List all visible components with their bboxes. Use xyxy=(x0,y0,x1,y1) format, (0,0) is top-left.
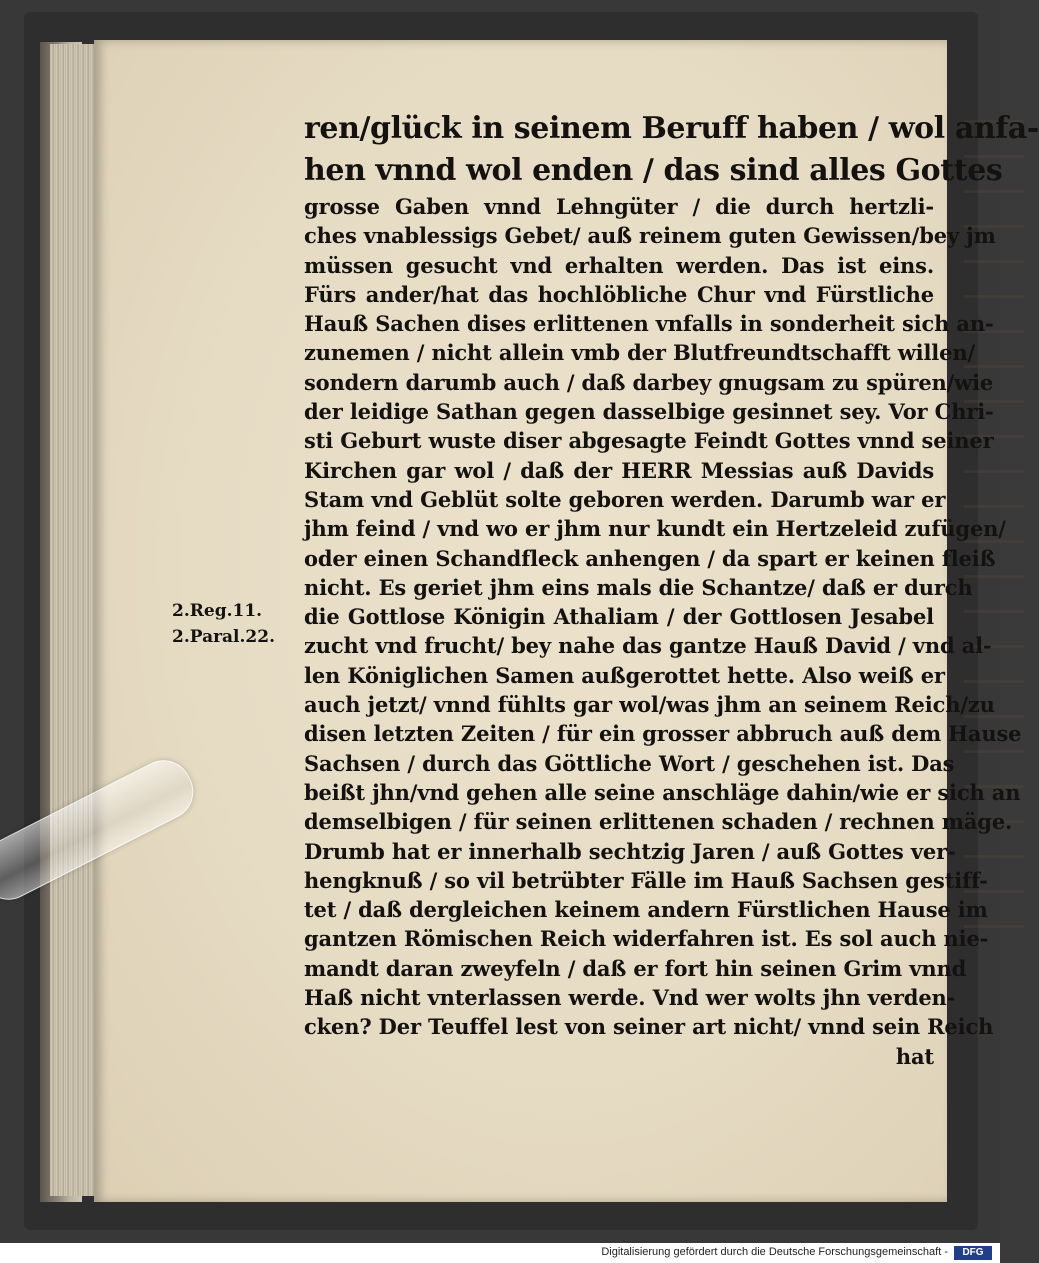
text-line: jhm feind / vnd wo er jhm nur kundt ein Hertzeleid zufügen/ xyxy=(304,516,1006,542)
margin-ref-paral: 2.Paral.22. xyxy=(172,627,276,647)
text-line: disen letzten Zeiten / für ein grosser abbruch auß dem Hause xyxy=(304,721,1022,747)
text-line: Fürs ander/hat das hochlöbliche Chur vnd Fürstliche xyxy=(304,281,934,307)
text-line: beißt jhn/vnd gehen alle seine anschläge dahin/wie er sich an xyxy=(304,779,1021,805)
text-line: ren/glück in seinem Beruff haben / wol anfa- xyxy=(304,111,1039,146)
dfg-logo[interactable]: DFG xyxy=(954,1246,992,1260)
text-line: nicht. Es geriet jhm eins mals die Schantze/ daß er durch xyxy=(304,574,973,600)
text-line: der leidige Sathan gegen dasselbige gesinnet sey. Vor Chri- xyxy=(304,399,994,425)
text-line: ches vnablessigs Gebet/ auß reinem guten Gewissen/bey jm xyxy=(304,223,996,249)
text-line: Hauß Sachen dises erlittenen vnfalls in sonderheit sich an- xyxy=(304,311,994,337)
text-line: sti Geburt wuste diser abgesagte Feindt Gottes vnnd seiner xyxy=(304,428,994,454)
text-line: Drumb hat er innerhalb sechtzig Jaren / auß Gottes ver- xyxy=(304,838,956,864)
catchword: hat xyxy=(895,1043,934,1069)
text-line: sondern darumb auch / daß darbey gnugsam zu spüren/wie xyxy=(304,369,994,395)
text-line: len Königlichen Samen außgerottet hette. Also weiß er xyxy=(304,662,945,688)
text-line: Haß nicht vnterlassen werde. Vnd wer wolts jhn verden- xyxy=(304,985,956,1011)
text-line: Sachsen / durch das Göttliche Wort / geschehen ist. Das xyxy=(304,750,955,776)
text-line: die Gottlose Königin Athaliam / der Gottlosen Jesabel xyxy=(304,604,934,630)
text-line: hen vnnd wol enden / das sind alles Gottes xyxy=(304,153,1003,188)
text-line: cken? Der Teuffel lest von seiner art nicht/ vnnd sein Reich xyxy=(304,1014,994,1040)
text-line: zucht vnd frucht/ bey nahe das gantze Hauß David / vnd al- xyxy=(304,633,992,659)
text-line: Stam vnd Geblüt solte geboren werden. Darumb war er xyxy=(304,486,946,512)
text-line: gantzen Römischen Reich widerfahren ist. Es sol auch nie- xyxy=(304,926,989,952)
text-line: tet / daß dergleichen keinem andern Fürstlichen Hause im xyxy=(304,897,988,923)
text-line: oder einen Schandfleck anhengen / da spart er keinen fleiß xyxy=(304,545,996,571)
body-text xyxy=(304,108,1039,1071)
text-line: auch jetzt/ vnnd fühlts gar wol/was jhm an seinem Reich/zu xyxy=(304,692,995,718)
page-stack-edges xyxy=(50,44,98,1196)
margin-ref-reg: 2.Reg.11. xyxy=(172,601,263,621)
text-line: hengknuß / so vil betrübter Fälle im Hauß Sachsen gestiff- xyxy=(304,867,988,893)
text-line: grosse Gaben vnnd Lehngüter / die durch hertzli- xyxy=(304,194,934,219)
digitization-footer xyxy=(0,1243,1000,1263)
text-line: demselbigen / für seinen erlittenen schaden / rechnen mäge. xyxy=(304,809,1013,835)
funding-note: Digitalisierung gefördert durch die Deutsche Forschungsgemeinschaft - xyxy=(601,1246,948,1258)
text-line: mandt daran zweyfeln / daß er fort hin seinen Grim vnnd xyxy=(304,955,967,981)
text-line: zunemen / nicht allein vmb der Blutfreundtschafft willen/ xyxy=(304,340,975,366)
text-line: müssen gesucht vnd erhalten werden. Das ist eins. xyxy=(304,252,934,278)
marginal-references xyxy=(172,598,294,650)
text-line: Kirchen gar wol / daß der HERR Messias auß Davids xyxy=(304,457,934,483)
